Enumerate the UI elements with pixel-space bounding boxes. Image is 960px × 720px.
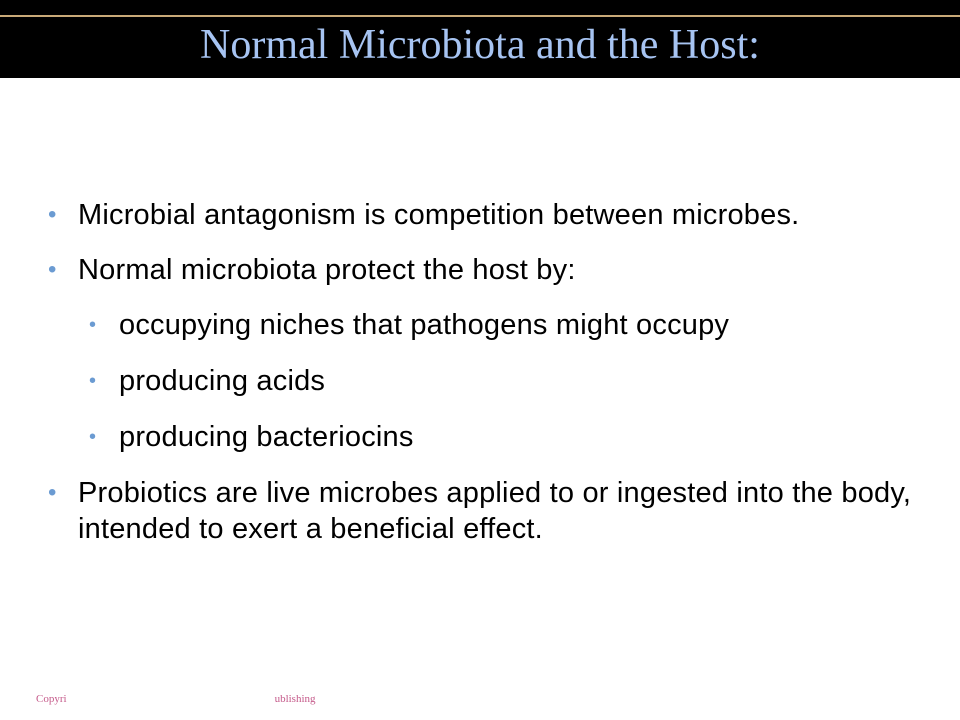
sub-bullet-item — [89, 307, 928, 343]
bullet-text: occupying niches that pathogens might occupy — [119, 309, 730, 341]
bullet-item — [48, 475, 928, 547]
bullet-text: producing acids — [119, 365, 326, 397]
bullet-text: producing bacteriocins — [119, 421, 414, 453]
footer-left-text: Copyri — [36, 693, 67, 705]
bullet-dot-icon: • — [48, 256, 57, 283]
sub-bullet-item — [89, 419, 928, 455]
copyright-footer — [36, 693, 316, 705]
bullet-dot-icon: • — [48, 201, 57, 228]
footer-middle-text: ublishing — [274, 693, 316, 705]
sub-bullet-item — [89, 363, 928, 399]
bullet-list — [48, 197, 928, 566]
bullet-item — [48, 252, 928, 288]
slide-title: Normal Microbiota and the Host: — [200, 22, 760, 68]
title-rule — [0, 15, 960, 17]
bullet-text: Normal microbiota protect the host by: — [78, 254, 576, 286]
bullet-text: Probiotics are live microbes applied to or ingested into the body, intended to exert a beneficial effect. — [78, 477, 912, 545]
bullet-dot-icon: • — [48, 479, 57, 506]
bullet-item — [48, 197, 928, 233]
title-bar — [0, 0, 960, 78]
bullet-text: Microbial antagonism is competition between microbes. — [78, 199, 800, 231]
bullet-dot-icon: • — [89, 314, 97, 336]
bullet-dot-icon: • — [89, 426, 97, 448]
bullet-dot-icon: • — [89, 370, 97, 392]
